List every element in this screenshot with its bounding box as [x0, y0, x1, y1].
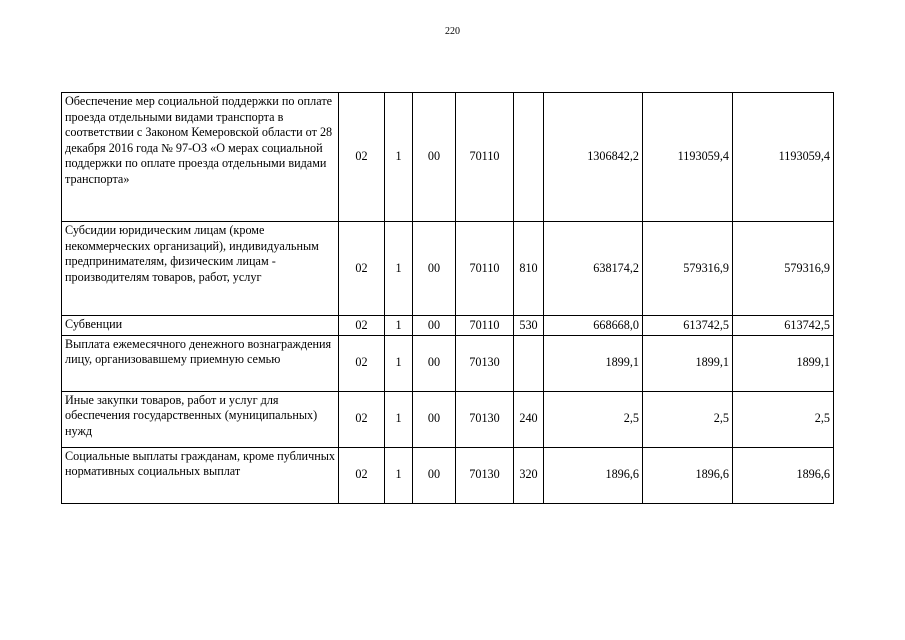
amount-year-2-cell: 1896,6: [643, 447, 733, 503]
row-name-cell: Иные закупки товаров, работ и услуг для обеспечения государственных (муниципальных) нужд: [62, 391, 339, 447]
program-code-cell: 1: [385, 93, 413, 222]
row-name-cell: Субсидии юридическим лицам (кроме некоммерческих организаций), индивидуальным предпринимателям, физическим лицам - производителям товаров, работ, услуг: [62, 222, 339, 316]
section-code-cell: 02: [339, 335, 385, 391]
program-code-cell: 1: [385, 391, 413, 447]
row-name-cell: Выплата ежемесячного денежного вознаграждения лицу, организовавшему приемную семью: [62, 335, 339, 391]
amount-year-2-cell: 1899,1: [643, 335, 733, 391]
target-code-cell: 70110: [456, 222, 514, 316]
program-code-cell: 1: [385, 316, 413, 336]
row-name-cell: Социальные выплаты гражданам, кроме публичных нормативных социальных выплат: [62, 447, 339, 503]
subprogram-code-cell: 00: [413, 335, 456, 391]
expense-type-cell: 240: [514, 391, 544, 447]
target-code-cell: 70110: [456, 316, 514, 336]
amount-year-3-cell: 1899,1: [733, 335, 834, 391]
section-code-cell: 02: [339, 93, 385, 222]
table-row: [62, 93, 834, 222]
expense-type-cell: 530: [514, 316, 544, 336]
expense-type-cell: [514, 335, 544, 391]
page-number: 220: [445, 26, 460, 37]
table-row: [62, 335, 834, 391]
subprogram-code-cell: 00: [413, 316, 456, 336]
amount-year-1-cell: 1896,6: [544, 447, 643, 503]
row-name-cell: Обеспечение мер социальной поддержки по оплате проезда отдельными видами транспорта в соответствии с Законом Кемеровской области от 28 декабря 2016 года № 97-ОЗ «О мерах социальной поддержки по оплате проезда отдельными видами транспорта»: [62, 93, 339, 222]
table-row: [62, 447, 834, 503]
table-row: [62, 391, 834, 447]
amount-year-2-cell: 613742,5: [643, 316, 733, 336]
table-body: [62, 93, 834, 504]
row-name-cell: Субвенции: [62, 316, 339, 336]
target-code-cell: 70130: [456, 391, 514, 447]
section-code-cell: 02: [339, 447, 385, 503]
expense-type-cell: 810: [514, 222, 544, 316]
target-code-cell: 70130: [456, 447, 514, 503]
amount-year-3-cell: 1193059,4: [733, 93, 834, 222]
amount-year-3-cell: 1896,6: [733, 447, 834, 503]
program-code-cell: 1: [385, 222, 413, 316]
table-row: [62, 316, 834, 336]
amount-year-1-cell: 638174,2: [544, 222, 643, 316]
subprogram-code-cell: 00: [413, 391, 456, 447]
amount-year-3-cell: 2,5: [733, 391, 834, 447]
amount-year-1-cell: 1899,1: [544, 335, 643, 391]
subprogram-code-cell: 00: [413, 447, 456, 503]
amount-year-1-cell: 668668,0: [544, 316, 643, 336]
section-code-cell: 02: [339, 391, 385, 447]
amount-year-2-cell: 2,5: [643, 391, 733, 447]
section-code-cell: 02: [339, 316, 385, 336]
subprogram-code-cell: 00: [413, 222, 456, 316]
budget-table: [61, 92, 834, 504]
target-code-cell: 70110: [456, 93, 514, 222]
amount-year-1-cell: 2,5: [544, 391, 643, 447]
amount-year-2-cell: 1193059,4: [643, 93, 733, 222]
section-code-cell: 02: [339, 222, 385, 316]
program-code-cell: 1: [385, 335, 413, 391]
amount-year-2-cell: 579316,9: [643, 222, 733, 316]
program-code-cell: 1: [385, 447, 413, 503]
subprogram-code-cell: 00: [413, 93, 456, 222]
amount-year-1-cell: 1306842,2: [544, 93, 643, 222]
expense-type-cell: [514, 93, 544, 222]
table-row: [62, 222, 834, 316]
target-code-cell: 70130: [456, 335, 514, 391]
amount-year-3-cell: 613742,5: [733, 316, 834, 336]
amount-year-3-cell: 579316,9: [733, 222, 834, 316]
expense-type-cell: 320: [514, 447, 544, 503]
